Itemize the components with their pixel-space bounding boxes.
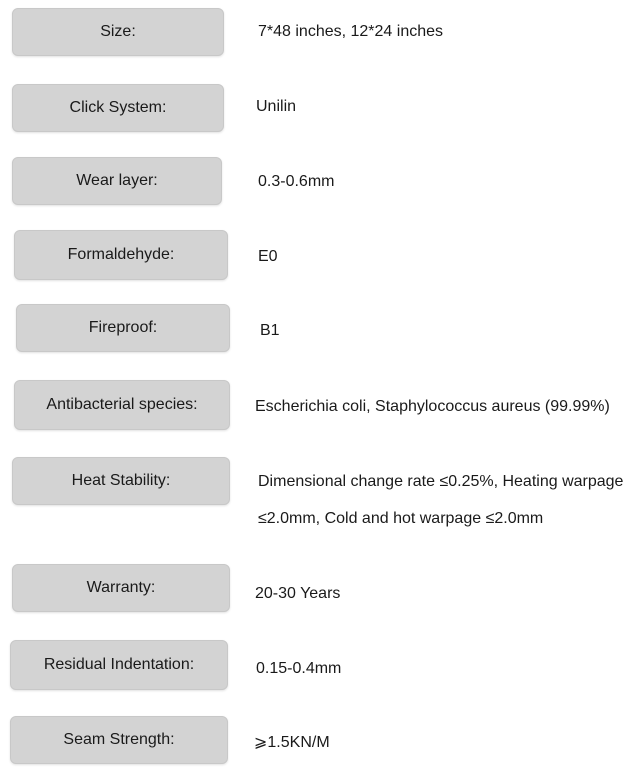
size-label: Size: [12,8,224,56]
click-system-label: Click System: [12,84,224,132]
size-value: 7*48 inches, 12*24 inches [258,23,444,40]
seam-strength-value: ⩾1.5KN/M [254,734,330,751]
antibacterial-value: Escherichia coli, Staphylococcus aureus (99.99%) [255,398,610,415]
residual-indentation-value: 0.15-0.4mm [256,660,342,677]
warranty-label: Warranty: [12,564,230,612]
fireproof-label: Fireproof: [16,304,230,352]
fireproof-value: B1 [260,322,280,339]
heat-stability-label: Heat Stability: [12,457,230,505]
heat-stability-value: Dimensional change rate ≤0.25%, Heating warpage ≤2.0mm, Cold and hot warpage ≤2.0mm [258,473,624,527]
antibacterial-label: Antibacterial species: [14,380,230,430]
formaldehyde-value: E0 [258,248,278,265]
seam-strength-label: Seam Strength: [10,716,228,764]
formaldehyde-label: Formaldehyde: [14,230,228,280]
residual-indentation-label: Residual Indentation: [10,640,228,690]
click-system-value: Unilin [256,98,297,115]
warranty-value: 20-30 Years [255,585,341,602]
wear-layer-label: Wear layer: [12,157,222,205]
wear-layer-value: 0.3-0.6mm [258,173,335,190]
